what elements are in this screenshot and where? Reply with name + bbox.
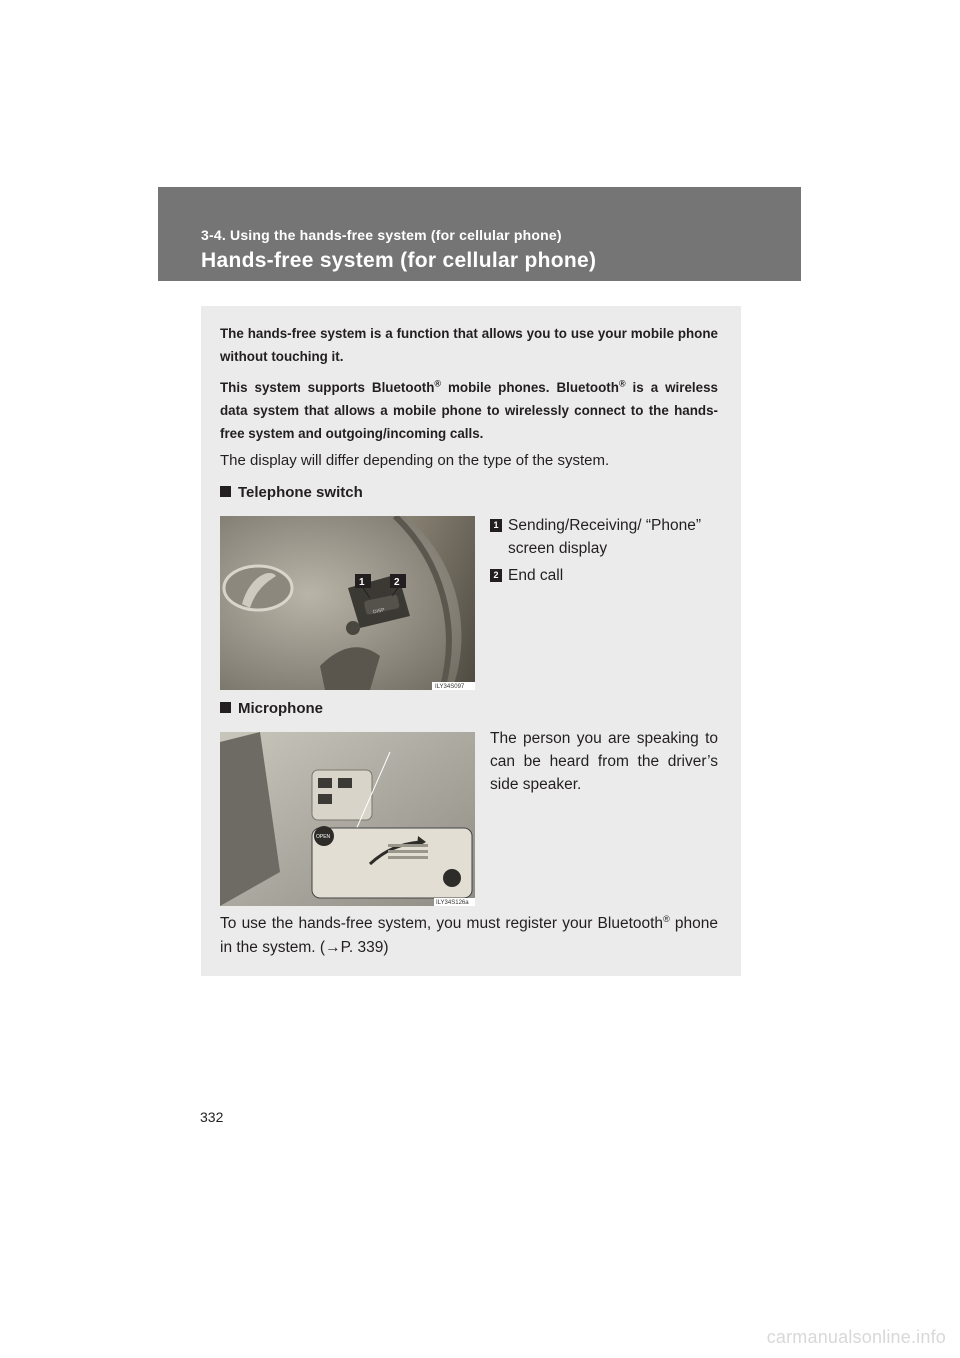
telephone-switch-image [220, 516, 475, 690]
intro-paragraph-2 [220, 376, 718, 445]
intro-text-part: is a wireless data system that allows a mobile phone to wirelessly connect to the hands-free system and outgoing/incoming calls. [220, 380, 718, 441]
microphone-heading [220, 700, 323, 717]
system-note: The display will differ depending on the type of the system. [220, 452, 610, 469]
svg-text:DISP: DISP [372, 607, 386, 616]
watermark: carmanualsonline.info [766, 1327, 946, 1347]
svg-text:2: 2 [394, 577, 400, 588]
registered-mark: ® [663, 913, 670, 924]
callout-label: End call [508, 567, 564, 584]
page-number: 332 [200, 1109, 224, 1125]
intro-text-part: mobile phones. Bluetooth [441, 380, 619, 395]
image-code: ILY34S097 [435, 684, 465, 690]
microphone-description: The person you are speaking to can be heard from the driver’s side speaker. [490, 730, 718, 793]
heading-label: Microphone [238, 700, 323, 717]
section-title: 3-4. Using the hands-free system (for cellular phone) [201, 227, 562, 243]
closing-text-part: To use the hands-free system, you must register your Bluetooth [220, 915, 664, 932]
callout-item [490, 564, 720, 587]
section-header [158, 187, 801, 281]
intro-paragraph-1: The hands-free system is a function that allows you to use your mobile phone without touching it. [220, 326, 718, 364]
callout-label: Sending/Receiving/ “Phone” screen display [508, 517, 702, 557]
telephone-switch-callouts [490, 514, 720, 591]
square-bullet-icon [220, 486, 231, 497]
telephone-switch-heading [220, 484, 363, 501]
intro-text [220, 322, 718, 445]
callout-item [490, 514, 720, 560]
microphone-image [220, 732, 475, 906]
intro-text-part: This system supports Bluetooth [220, 380, 435, 395]
svg-text:1: 1 [359, 577, 365, 588]
callout-number: 2 [490, 569, 502, 582]
page-title: Hands-free system (for cellular phone) [201, 249, 597, 272]
callout-number: 1 [490, 519, 502, 532]
image-code: ILY34S126a [436, 900, 469, 906]
square-bullet-icon [220, 702, 231, 713]
content-panel [201, 306, 741, 976]
svg-text:OPEN: OPEN [316, 834, 331, 840]
heading-label: Telephone switch [238, 484, 363, 501]
registered-mark: ® [618, 378, 626, 389]
closing-text [220, 912, 718, 960]
closing-text-part: phone in the system. (→P. 339) [220, 915, 718, 956]
registered-mark: ® [434, 378, 442, 389]
